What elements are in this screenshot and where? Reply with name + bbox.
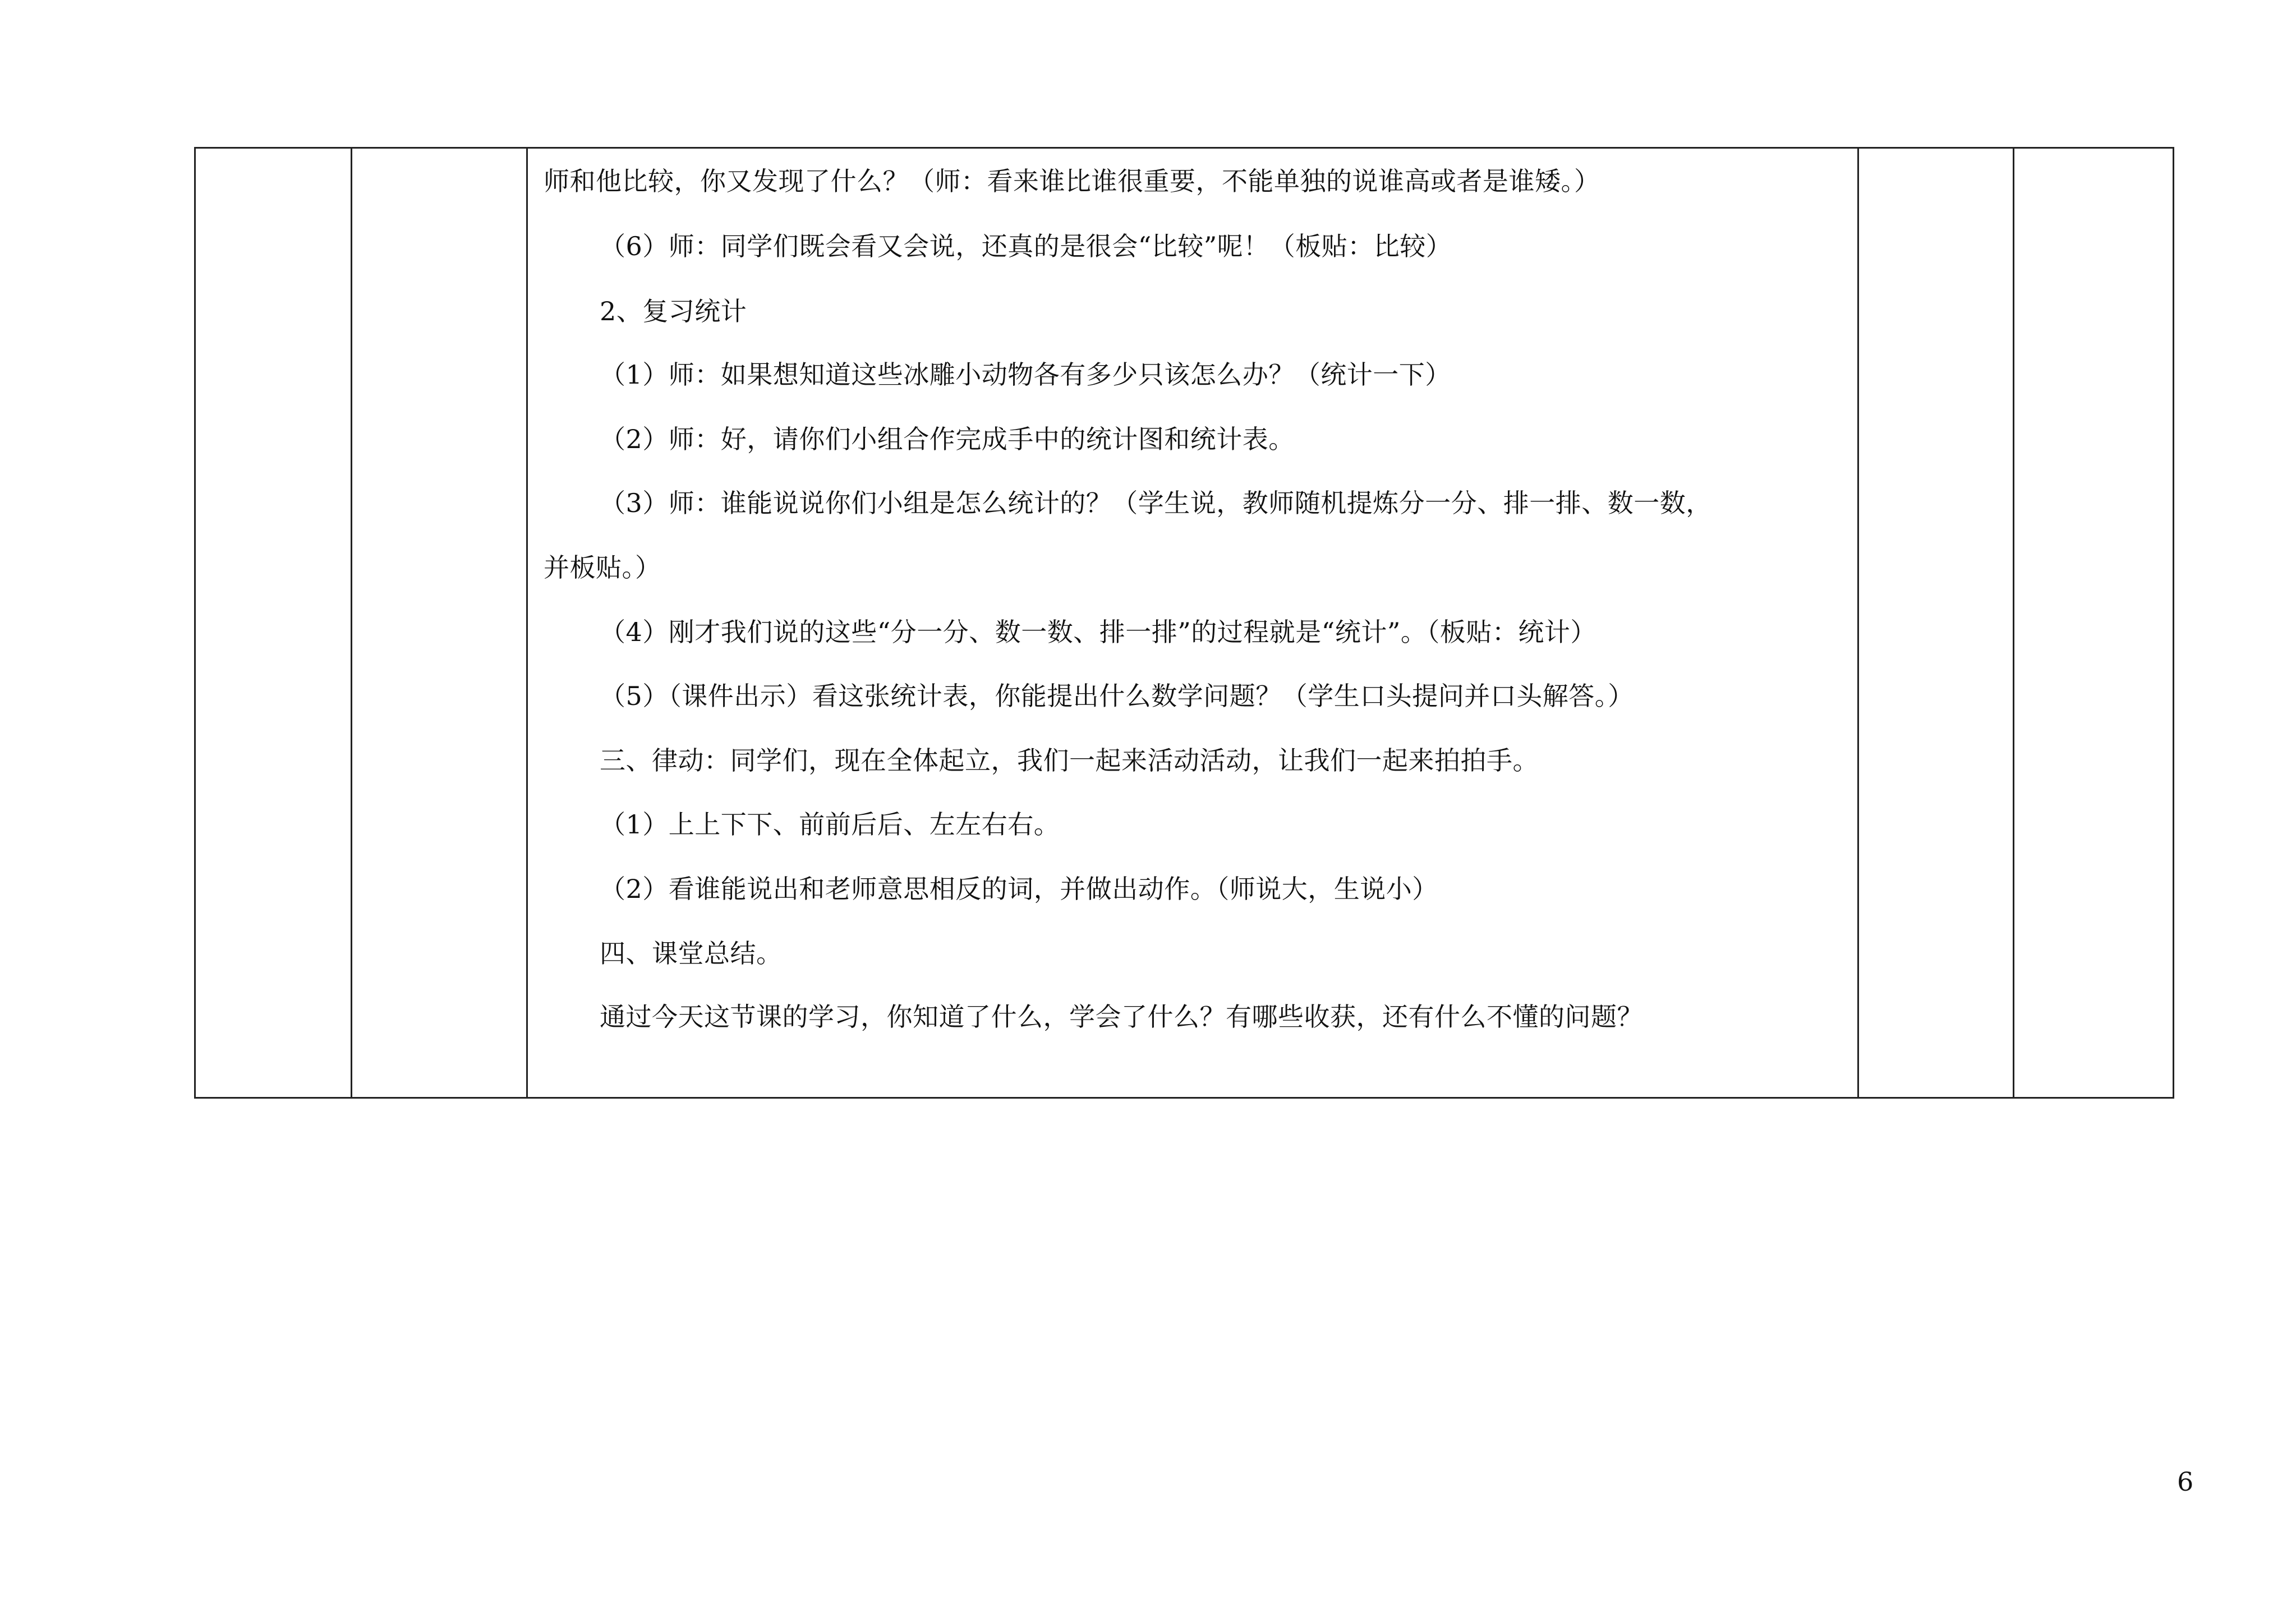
text-line: （1）师：如果想知道这些冰雕小动物各有多少只该怎么办？（统计一下） [600, 359, 1451, 390]
text-line: （2）师：好，请你们小组合作完成手中的统计图和统计表。 [600, 424, 1295, 454]
text-line: 三、律动：同学们，现在全体起立，我们一起来活动活动，让我们一起来拍拍手。 [600, 745, 1539, 776]
text-line: 2、复习统计 [600, 296, 747, 326]
text-line: 通过今天这节课的学习，你知道了什么，学会了什么？有哪些收获，还有什么不懂的问题？ [600, 1002, 1643, 1032]
text-line: 并板贴。） [544, 552, 661, 583]
text-line: （1）上上下下、前前后后、左左右右。 [600, 809, 1060, 840]
text-line: （4）刚才我们说的这些“分一分、数一数、排一排”的过程就是“统计”。（板贴：统计） [600, 617, 1596, 647]
text-line: （6）师：同学们既会看又会说，还真的是很会“比较”呢！（板贴：比较） [600, 231, 1452, 261]
text-line: 师和他比较，你又发现了什么？（师：看来谁比谁很重要，不能单独的说谁高或者是谁矮。） [544, 166, 1600, 196]
table-column-divider-4 [2013, 149, 2014, 1097]
lesson-table [194, 147, 2174, 1099]
page-number: 6 [2177, 1467, 2194, 1497]
text-line: （2）看谁能说出和老师意思相反的词，并做出动作。（师说大，生说小） [600, 874, 1438, 904]
lesson-content-cell [544, 149, 1864, 1097]
table-column-divider-1 [351, 149, 352, 1097]
text-line: （3）师：谁能说说你们小组是怎么统计的？（学生说，教师随机提炼分一分、排一排、数一数， [600, 488, 1712, 518]
text-line: 四、课堂总结。 [600, 938, 783, 969]
text-line: （5）（课件出示）看这张统计表，你能提出什么数学问题？（学生口头提问并口头解答。） [600, 681, 1634, 711]
table-column-divider-2 [526, 149, 528, 1097]
